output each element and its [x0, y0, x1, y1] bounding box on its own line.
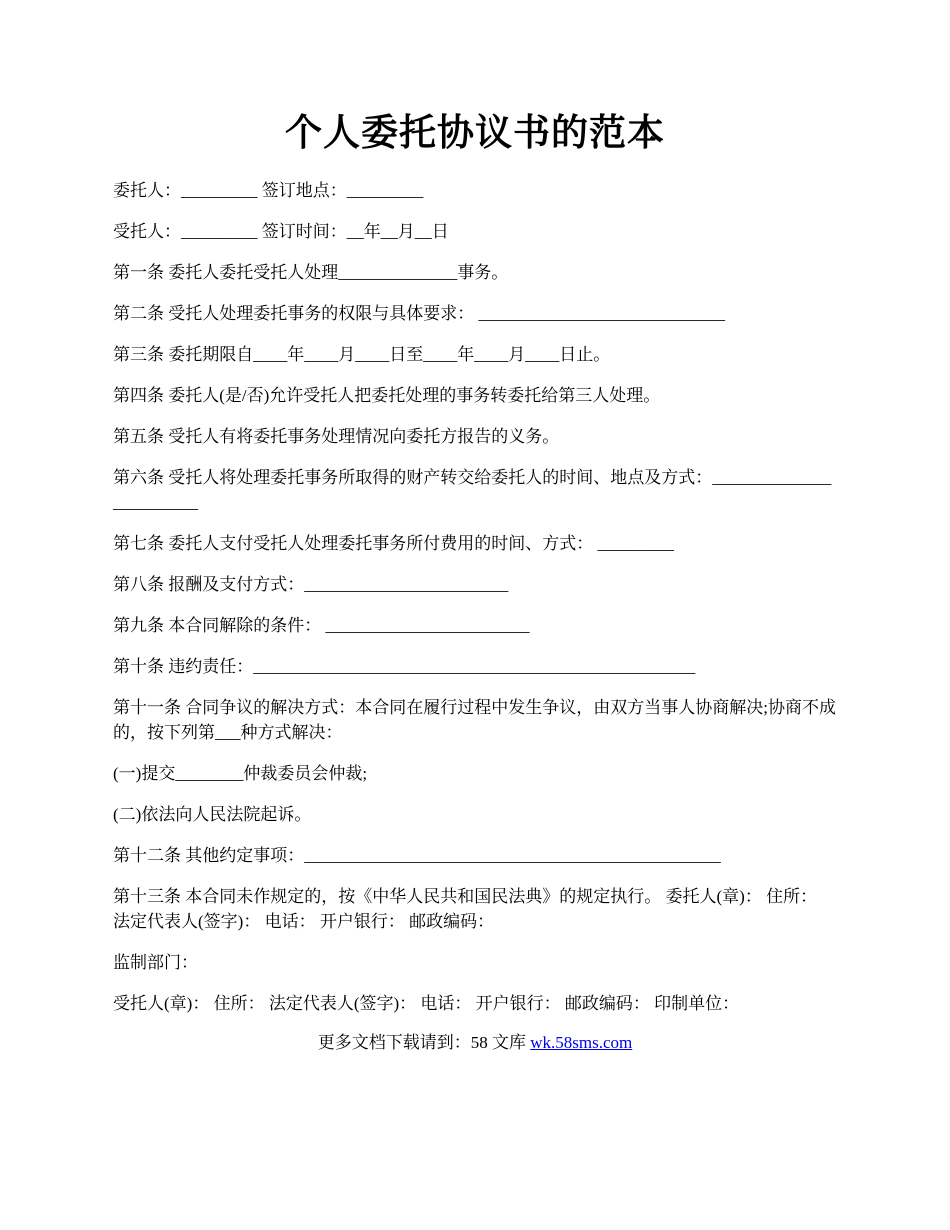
article-3: 第三条 委托期限自____年____月____日至____年____月____日止。 — [113, 345, 611, 364]
article-7: 第七条 委托人支付受托人处理委托事务所付费用的时间、方式： _________ — [113, 534, 674, 553]
footer — [0, 1030, 950, 1055]
document-body — [113, 178, 838, 1032]
document-title: 个人委托协议书的范本 — [285, 113, 665, 154]
article-13: 第十三条 本合同未作规定的，按《中华人民共和国民法典》的规定执行。 委托人(章)： 住所： 法定代表人(签字)： 电话： 开户银行： 邮政编码： — [113, 887, 822, 931]
article-11-option-1: (一)提交________仲裁委员会仲裁; — [113, 764, 368, 783]
paragraph-agent: 受托人：_________ 签订时间：__年__月__日 — [113, 222, 449, 241]
footer-text: 更多文档下载请到：58 文库 — [317, 1033, 531, 1052]
article-5: 第五条 受托人有将委托事务处理情况向委托方报告的义务。 — [113, 427, 560, 446]
agent-signature-block: 受托人(章)： 住所： 法定代表人(签字)： 电话： 开户银行： 邮政编码： 印制单位： — [113, 994, 740, 1013]
article-11: 第十一条 合同争议的解决方式：本合同在履行过程中发生争议，由双方当事人协商解决;协商不成的，按下列第___种方式解决： — [113, 698, 836, 742]
article-2: 第二条 受托人处理委托事务的权限与具体要求： _____________________________ — [113, 304, 725, 323]
article-6: 第六条 受托人将处理委托事务所取得的财产转交给委托人的时间、地点及方式：________________________ — [113, 468, 832, 512]
footer-link[interactable]: wk.58sms.com — [530, 1033, 633, 1052]
paragraph-principal: 委托人：_________ 签订地点：_________ — [113, 181, 424, 200]
article-4: 第四条 委托人(是/否)允许受托人把委托处理的事务转委托给第三人处理。 — [113, 386, 661, 405]
article-9: 第九条 本合同解除的条件： ________________________ — [113, 616, 530, 635]
article-8: 第八条 报酬及支付方式：________________________ — [113, 575, 509, 594]
article-12: 第十二条 其他约定事项：_________________________________________________ — [113, 846, 721, 865]
article-11-option-2: (二)依法向人民法院起诉。 — [113, 805, 312, 824]
supervising-department: 监制部门： — [113, 953, 198, 972]
article-10: 第十条 违约责任：____________________________________________________ — [113, 657, 696, 676]
article-1: 第一条 委托人委托受托人处理______________事务。 — [113, 263, 509, 282]
